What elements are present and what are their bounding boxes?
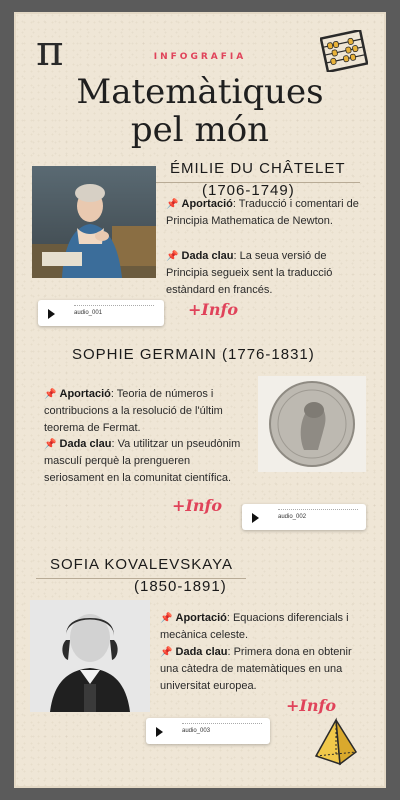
pin-icon: 📌	[160, 647, 173, 658]
contribution-text: : Teoria de números i contribucions a la resolució de l'últim teorema de Fermat.	[44, 388, 223, 434]
woman1-contribution	[166, 196, 366, 230]
fact-text: : La seua versió de Principia segueix sent la traducció estàndard en francés.	[166, 250, 333, 296]
info-link-1[interactable]: +Info	[188, 300, 239, 319]
contribution-text: : Traducció i comentari de Principia Mathematica de Newton.	[166, 198, 359, 227]
audio-player-3[interactable]	[146, 718, 270, 744]
woman3-years: (1850-1891)	[134, 578, 227, 595]
audio-progress[interactable]	[278, 509, 358, 510]
play-icon[interactable]	[156, 727, 163, 737]
pin-icon: 📌	[44, 389, 57, 400]
contribution-label: Aportació	[175, 612, 227, 624]
audio-filename: audio_003	[182, 728, 211, 734]
fact-label: Dada clau	[175, 646, 228, 658]
audio-progress[interactable]	[182, 723, 262, 724]
audio-filename: audio_002	[278, 514, 307, 520]
woman1-fact	[166, 248, 366, 299]
pin-icon: 📌	[166, 199, 179, 210]
woman1-years: (1706-1749)	[202, 182, 295, 199]
play-icon[interactable]	[48, 309, 55, 319]
info-link-3[interactable]: +Info	[286, 696, 337, 715]
info-link-2[interactable]: +Info	[172, 496, 223, 515]
page-title-line2: pel món	[130, 110, 270, 150]
contribution-label: Aportació	[59, 388, 111, 400]
woman2-contribution	[44, 386, 244, 437]
emilie-portrait	[32, 166, 156, 278]
contribution-text: : Equacions diferencials i mecànica celeste.	[160, 612, 349, 641]
audio-filename: audio_001	[74, 310, 103, 316]
woman2-name: SOPHIE GERMAIN (1776-1831)	[72, 346, 315, 363]
pyramid-icon	[310, 716, 362, 768]
pi-icon: π	[36, 26, 64, 75]
audio-player-1[interactable]	[38, 300, 164, 326]
woman3-fact	[160, 644, 360, 695]
play-icon[interactable]	[252, 513, 259, 523]
contribution-label: Aportació	[181, 198, 233, 210]
pin-icon: 📌	[44, 439, 57, 450]
woman3-contribution	[160, 610, 360, 644]
fact-text: : Primera dona en obtenir una càtedra de matemàtiques en una universitat europea.	[160, 646, 352, 692]
audio-progress[interactable]	[74, 305, 154, 306]
woman2-fact	[44, 436, 244, 487]
sophie-medal-image	[258, 376, 366, 472]
fact-label: Dada clau	[59, 438, 112, 450]
woman3-name: SOFIA KOVALEVSKAYA	[50, 556, 234, 573]
fact-text: : Va utilitzar un pseudònim masculí perquè la prengueren seriosament en la comunitat científica.	[44, 438, 241, 484]
sofia-portrait	[30, 600, 150, 712]
pin-icon: 📌	[166, 251, 179, 262]
audio-player-2[interactable]	[242, 504, 366, 530]
fact-label: Dada clau	[181, 250, 234, 262]
infographic-tag: INFOGRAFIA	[153, 52, 247, 62]
page-title-line1: Matemàtiques	[76, 72, 324, 112]
pin-icon: 📌	[160, 613, 173, 624]
woman1-name: ÉMILIE DU CHÂTELET	[170, 160, 346, 177]
abacus-icon	[320, 30, 368, 72]
